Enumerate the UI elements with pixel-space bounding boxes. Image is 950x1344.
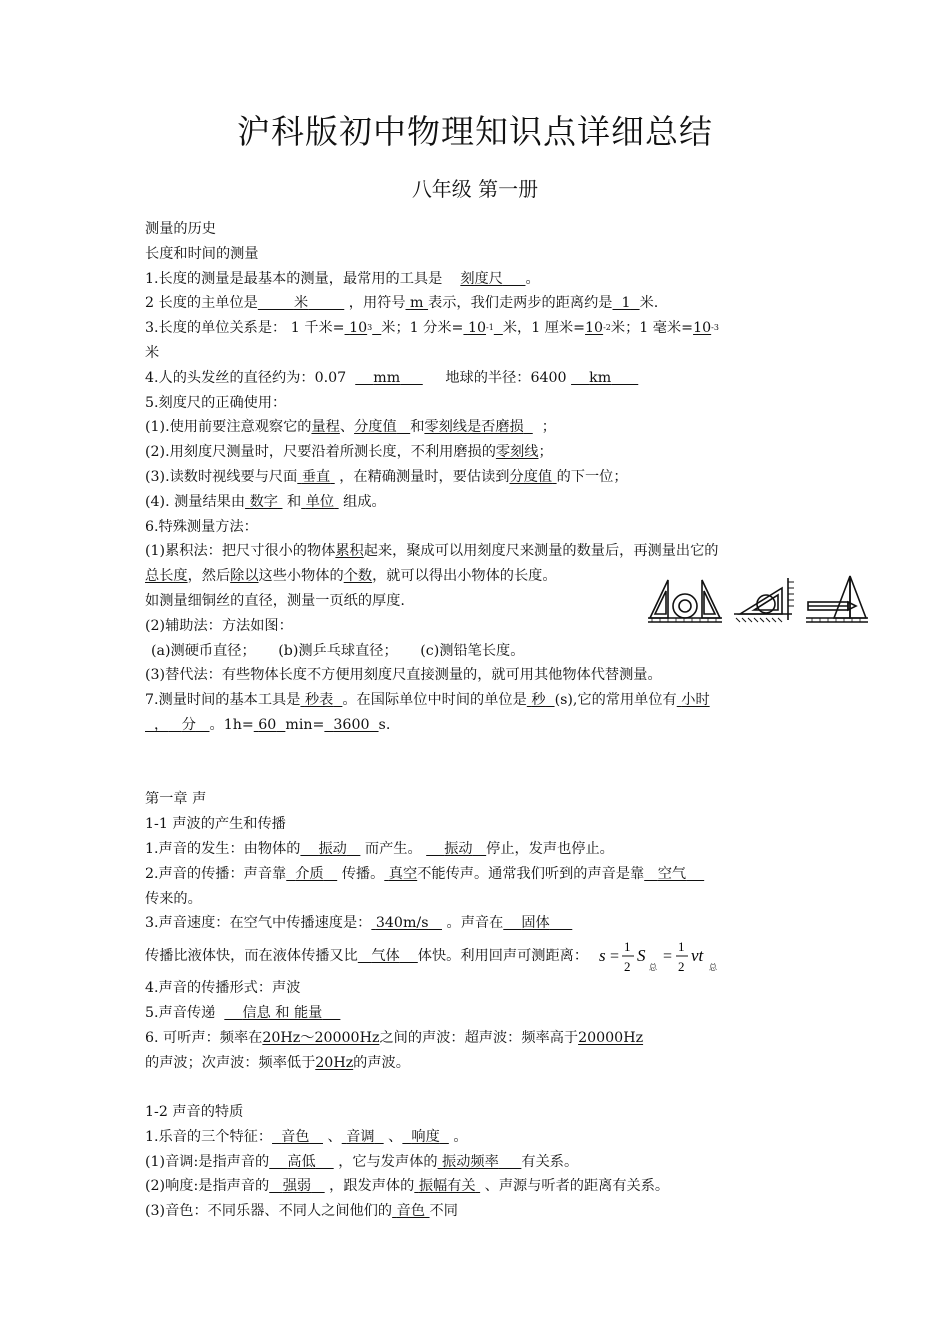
paragraph: (1).使用前要注意观察它的量程、分度值 和零刻线是否磨损 ； <box>145 419 556 436</box>
paragraph: (a)测硬币直径； (b)测乒乓球直径； (c)测铅笔长度。 <box>151 642 525 659</box>
paragraph: (2)响度:是指声音的 强弱 ，跟发声体的 振幅有关 、声源与听者的距离有关系。 <box>145 1178 670 1195</box>
paragraph: 4.声音的传播形式：声波 <box>145 980 301 997</box>
paragraph: 米 <box>145 344 160 361</box>
document-subtitle: 八年级 第一册 <box>411 177 539 201</box>
pingpong-diameter-figure <box>732 574 796 626</box>
svg-text:s: s <box>598 946 606 966</box>
paragraph: 7.测量时间的基本工具是 秒表 。在国际单位中时间的单位是 秒 (s),它的常用单位有 小时 <box>145 692 710 709</box>
measurement-figures <box>646 574 870 626</box>
paragraph: 5.刻度尺的正确使用： <box>145 394 287 411</box>
paragraph: 1.乐音的三个特征： 音色 、 音调 、 响度 。 <box>145 1128 468 1145</box>
paragraph: 总长度，然后除以这些小物体的个数，就可以得出小物体的长度。 <box>145 568 557 585</box>
paragraph: 4.人的头发丝的直径约为：0.07 mm 地球的半径：6400 km <box>145 369 612 386</box>
paragraph: 3.长度的单位关系是： 1 千米= $10^3$ 米；1 分米= $10^{-1}$ 米，1 厘米$=10^{-2}$米；1 毫米$=10^{-3}$ <box>145 320 719 337</box>
paragraph: 1.声音的发生：由物体的 振动 而产生。 振动 停止，发声也停止。 <box>145 840 614 857</box>
paragraph: 的声波；次声波：频率低于20Hz的声波。 <box>145 1054 410 1071</box>
paragraph: 1.长度的测量是最基本的测量，最常用的工具是 刻度尺 。 <box>145 270 540 287</box>
paragraph: (3)音色：不同乐器、不同人之间他们的 音色 不同 <box>145 1203 458 1220</box>
svg-text:1: 1 <box>623 939 631 955</box>
svg-text:vt: vt <box>690 946 703 966</box>
chapter-heading: 第一章 声 <box>145 791 207 808</box>
document-title: 沪科版初中物理知识点详细总结 <box>237 112 713 151</box>
svg-text:总: 总 <box>708 963 717 973</box>
svg-text:=: = <box>609 948 619 966</box>
svg-text:总: 总 <box>648 963 657 973</box>
section-heading: 测量的历史 <box>145 221 216 237</box>
paragraph: (2)辅助法：方法如图： <box>145 617 293 634</box>
paragraph: (2).用刻度尺测量时，尺要沿着所测长度，不利用磨损的零刻线； <box>145 444 553 461</box>
document-body <box>145 217 809 1224</box>
paragraph: (4). 测量结果由 数字 和 单位 组成。 <box>145 493 386 510</box>
section-heading: 1-1 声波的产生和传播 <box>145 816 286 833</box>
paragraph: 传来的。 <box>145 890 202 907</box>
paragraph: (3).读数时视线要与尺面 垂直 ，在精确测量时，要估读到分度值 的下一位； <box>145 468 628 485</box>
paragraph: 2.声音的传播：声音靠 介质 传播。 真空不能传声。通常我们听到的声音是靠 空气 <box>145 865 687 882</box>
paragraph: 传播比液体快，而在液体传播又比 气体 体快。利用回声可测距离： s = 1 2 S 总 = 1 2 vt 总 <box>145 936 809 976</box>
section-heading: 长度和时间的测量 <box>145 245 259 262</box>
svg-text:1: 1 <box>677 939 685 955</box>
svg-text:2: 2 <box>677 959 685 975</box>
coin-diameter-figure <box>646 574 724 626</box>
paragraph: ， 分 。1h= 60 min= 3600 s. <box>154 716 391 733</box>
paragraph: 6. 可听声：频率在20Hz～20000Hz之间的声波：超声波：频率高于20000Hz <box>145 1029 644 1046</box>
section-heading: 1-2 声音的特质 <box>145 1104 244 1121</box>
pencil-length-figure <box>804 574 870 626</box>
paragraph: 6.特殊测量方法： <box>145 518 258 535</box>
svg-text:2: 2 <box>623 959 631 975</box>
paragraph: (3)替代法：有些物体长度不方便用刻度尺直接测量的，就可用其他物体代替测量。 <box>145 667 662 684</box>
paragraph: 3.声音速度：在空气中传播速度是： 340m/s 。声音在 固体 <box>145 915 550 932</box>
paragraph: (1)音调:是指声音的 高低 ，它与发声体的 振动频率 有关系。 <box>145 1153 579 1170</box>
paragraph: 如测量细铜丝的直径，测量一页纸的厚度. <box>145 592 405 609</box>
paragraph: 5.声音传递 信息 和 能量 <box>145 1004 323 1021</box>
paragraph: 2 长度的主单位是 米 ，用符号 m 表示，我们走两步的距离约是 1 米. <box>145 295 659 312</box>
echo-distance-formula <box>597 936 727 976</box>
svg-text:=: = <box>662 948 672 966</box>
paragraph: (1)累积法：把尺寸很小的物体累积起来，聚成可以用刻度尺来测量的数量后，再测量出它的 <box>145 543 719 560</box>
svg-text:S: S <box>636 946 646 966</box>
